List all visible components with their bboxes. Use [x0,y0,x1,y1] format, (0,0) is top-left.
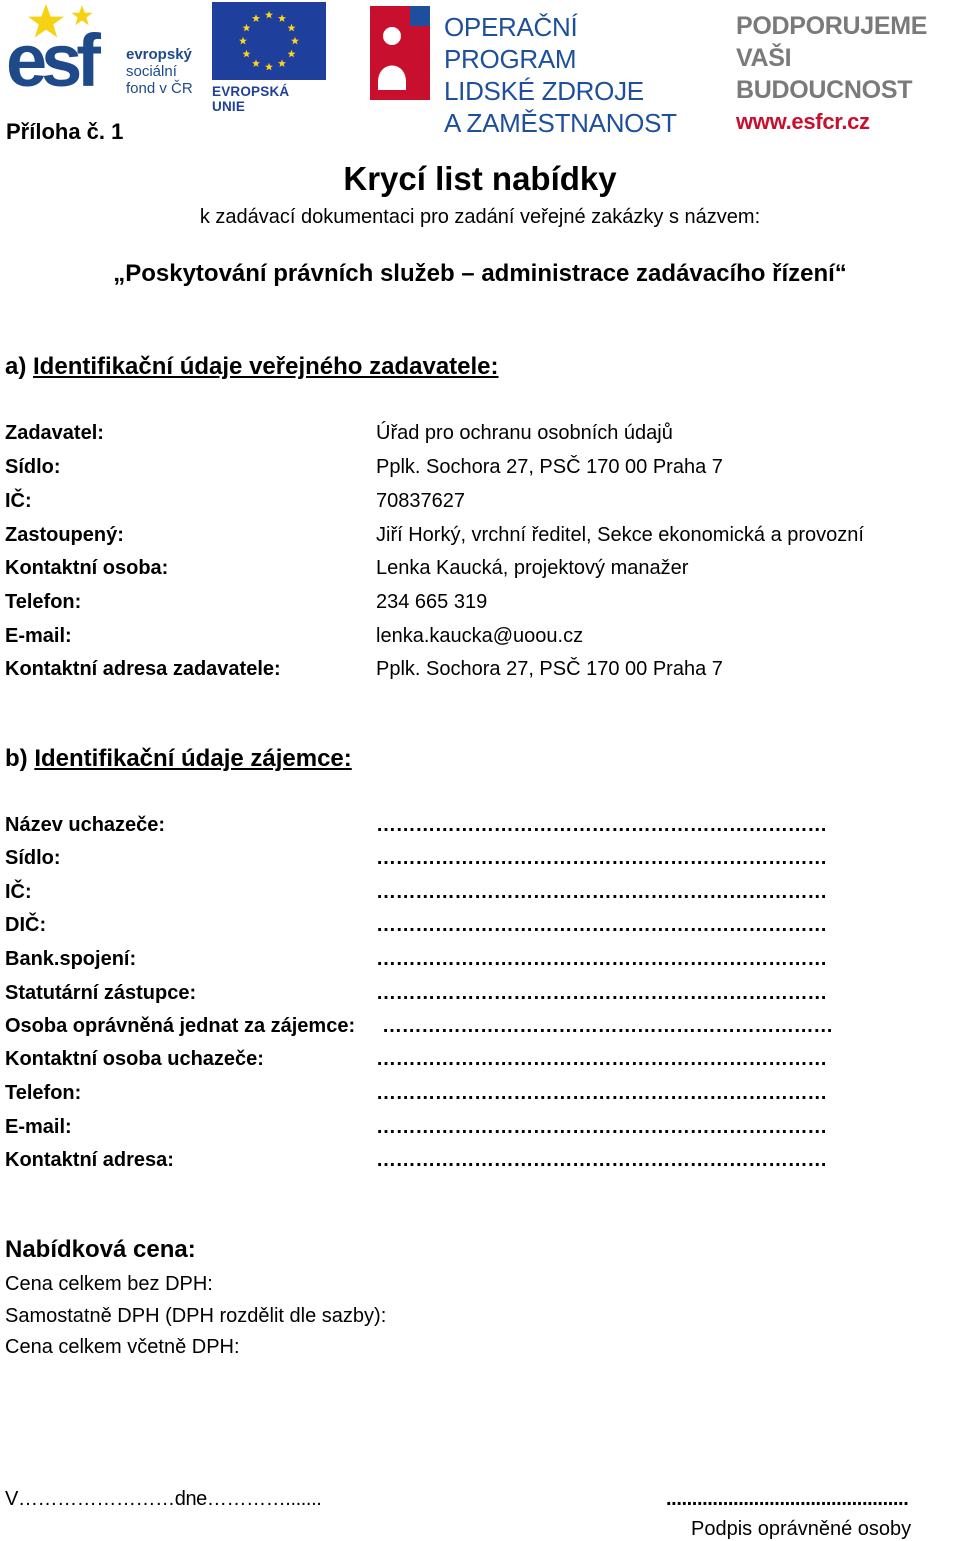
eu-flag-icon [212,2,326,80]
field-value email-link[interactable]: lenka.kaucka@uoou.cz [376,625,584,647]
section-a-title: Identifikační údaje veřejného zadavatele: [33,353,499,380]
page-subtitle: k zadávací dokumentaci pro zadání veřejné zakázky s názvem: [199,206,761,228]
field-value: Pplk. Sochora 27, PSČ 170 00 Praha 7 [376,658,723,680]
field-label: Zastoupený: [5,524,124,546]
eu-star-icon [252,14,260,22]
field-value: Lenka Kaucká, projektový manažer [376,557,689,579]
field-label: IČ: [5,881,32,903]
field-label: Telefon: [5,591,82,613]
field-label: Kontaktní osoba: [5,557,169,579]
oplz-line-1: OPERAČNÍ PROGRAM [444,12,578,74]
eu-star-icon [242,50,250,58]
section-a-heading [5,353,499,381]
field-value: Jiří Horký, vrchní ředitel, Sekce ekonomická a provozní [376,524,864,546]
page-title: Krycí list nabídky [343,160,617,197]
oplz-logo [364,2,704,138]
eu-star-icon [278,59,286,67]
fill-in-blank[interactable]: …………………………………………………………… [376,881,827,903]
field-label: Sídlo: [5,456,61,478]
eu-stars-icon [212,2,326,80]
fill-in-blank[interactable]: …………………………………………………………… [382,1015,833,1037]
field-label: Kontaktní adresa zadavatele: [5,658,281,680]
eu-logo [212,2,326,114]
field-label: Kontaktní osoba uchazeče: [5,1048,264,1070]
eu-star-icon [242,24,250,32]
price-line-gross: Cena celkem včetně DPH: [5,1336,240,1358]
slogan-line-2: VAŠI BUDOUCNOST [736,44,913,104]
place-date-blank[interactable]: V……………………dne…………....... [5,1488,322,1510]
eu-star-icon [239,37,247,45]
oplz-line-3: A ZAMĚSTNANOST [444,108,677,138]
eu-star-icon [252,59,260,67]
fill-in-blank[interactable]: …………………………………………………………… [376,1116,827,1138]
section-b-title: Identifikační údaje zájemce: [34,745,352,772]
oplz-program-name [444,11,704,139]
contract-name: „Poskytování právních služeb – administrace zadávacího řízení“ [113,260,847,287]
annex-label: Příloha č. 1 [6,119,124,144]
oplz-line-2: LIDSKÉ ZDROJE [444,76,644,106]
fill-in-blank[interactable]: …………………………………………………………… [376,1082,827,1104]
slogan [736,10,960,138]
field-label: Telefon: [5,1082,82,1104]
signature-blank[interactable]: ............................................... [666,1488,909,1510]
price-line-net: Cena celkem bez DPH: [5,1273,213,1295]
esf-line-3: fond v ČR [126,80,193,97]
esf-fund-name [126,46,193,97]
esf-line-1: evropský [126,46,192,63]
field-label: IČ: [5,490,32,512]
esfcr-link[interactable]: www.esfcr.cz [736,109,870,134]
field-value: Pplk. Sochora 27, PSČ 170 00 Praha 7 [376,456,723,478]
price-heading: Nabídková cena: [5,1236,196,1263]
field-label: Zadavatel: [5,422,104,444]
field-value: Úřad pro ochranu osobních údajů [376,422,673,444]
field-label: DIČ: [5,914,47,936]
esf-wordmark: esf [6,19,95,102]
section-b-prefix: b) [5,745,28,772]
eu-star-icon [291,37,299,45]
signature-caption: Podpis oprávněné osoby [691,1518,912,1540]
field-label: Kontaktní adresa: [5,1149,174,1171]
field-label: Název uchazeče: [5,814,166,836]
fill-in-blank[interactable]: …………………………………………………………… [376,847,827,869]
fill-in-blank[interactable]: …………………………………………………………… [376,814,827,836]
price-line-vat: Samostatně DPH (DPH rozdělit dle sazby): [5,1305,387,1327]
section-a-prefix: a) [5,353,27,380]
eu-star-icon [265,63,273,71]
field-label: Bank.spojení: [5,948,137,970]
fill-in-blank[interactable]: …………………………………………………………… [376,914,827,936]
field-label: E-mail: [5,625,72,647]
slogan-line-1: PODPORUJEME [736,12,928,40]
eu-star-icon [278,14,286,22]
puzzle-person-icon [364,2,434,100]
field-label: Osoba oprávněná jednat za zájemce: [5,1015,356,1037]
eu-star-icon [265,11,273,19]
fill-in-blank[interactable]: …………………………………………………………… [376,948,827,970]
fill-in-blank[interactable]: …………………………………………………………… [376,982,827,1004]
field-label: E-mail: [5,1116,72,1138]
field-value: 70837627 [376,490,465,512]
esf-logo [6,2,202,100]
eu-star-icon [288,50,296,58]
field-value: 234 665 319 [376,591,488,613]
section-b-heading [5,745,352,773]
esf-line-2: sociální [126,63,177,80]
fill-in-blank[interactable]: …………………………………………………………… [376,1048,827,1070]
eu-label: EVROPSKÁ UNIE [212,84,290,114]
fill-in-blank[interactable]: …………………………………………………………… [376,1149,827,1171]
field-label: Statutární zástupce: [5,982,197,1004]
field-label: Sídlo: [5,847,61,869]
eu-star-icon [288,24,296,32]
